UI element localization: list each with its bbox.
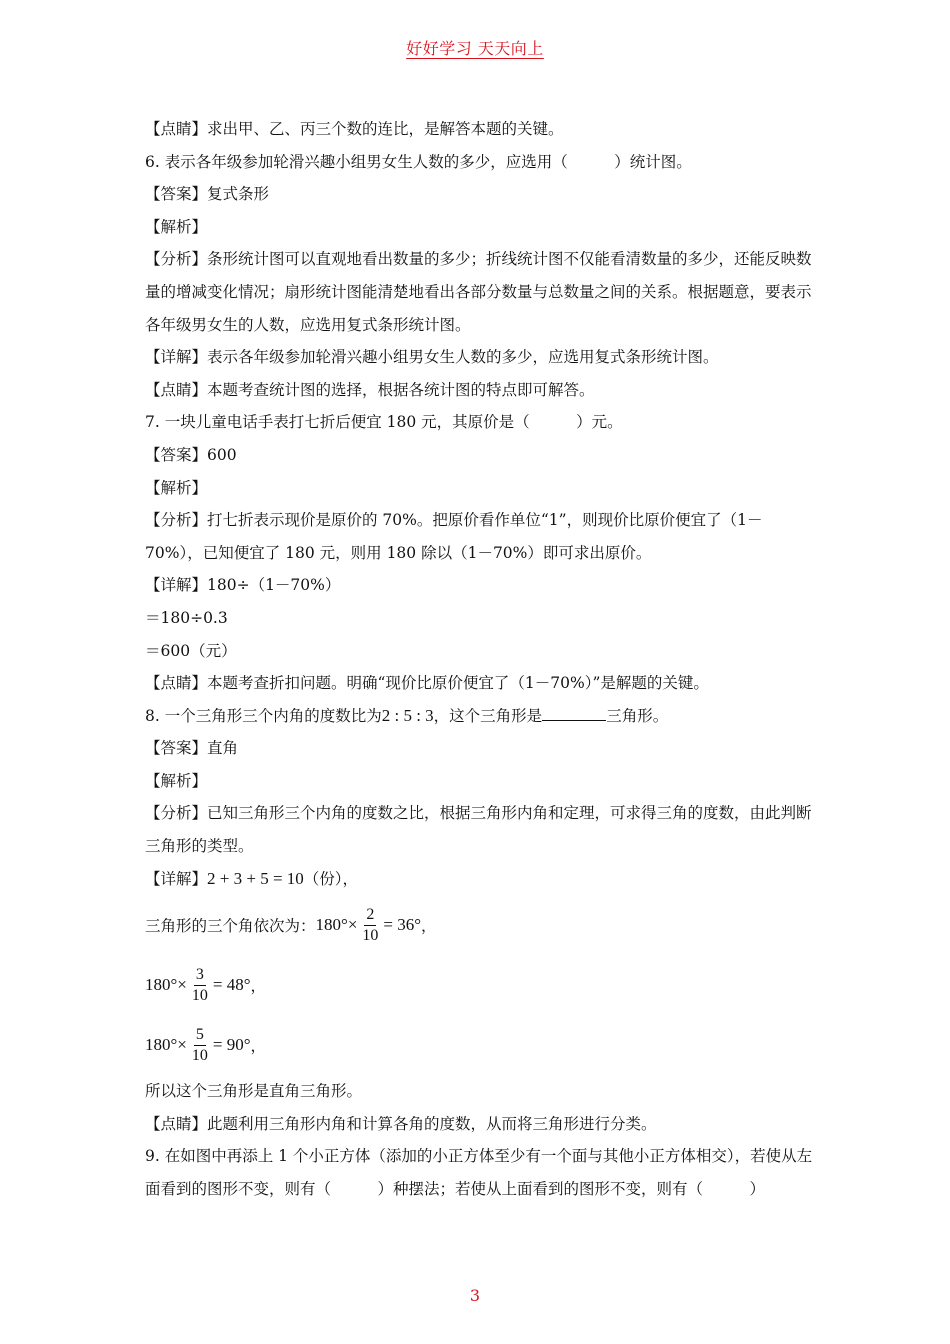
calc-rhs: = 36° xyxy=(383,915,422,935)
q6-answer: 【答案】复式条形 xyxy=(145,185,270,204)
q8-detail xyxy=(145,863,815,896)
q8-answer: 【答案】直角 xyxy=(145,739,239,758)
fraction-numerator: 5 xyxy=(194,1025,206,1046)
q8-detail-label: 【详解】 xyxy=(145,869,208,888)
fraction xyxy=(190,965,210,1006)
calc-rhs: = 48° xyxy=(212,975,251,995)
q8-question xyxy=(145,700,815,733)
q8-point: 【点睛】此题利用三角形内角和计算各角的度数，从而将三角形进行分类。 xyxy=(145,1114,657,1133)
fraction-denominator: 10 xyxy=(191,1046,208,1064)
q6-jiexi: 【解析】 xyxy=(145,217,208,236)
q8-calc-1 xyxy=(316,905,422,946)
q7-point: 【点睛】本题考查折扣问题。明确“现价比原价便宜了（1－70%）”是解题的关键。 xyxy=(145,674,709,693)
q7-analysis: 【分析】打七折表示现价是原价的 70%。把原价看作单位“1”，则现价比原价便宜了（1－70%），已知便宜了 180 元，则用 180 除以（1－70%）即可求出原价。 xyxy=(145,511,763,562)
q8-ratio: 2 : 5 : 3 xyxy=(381,705,434,725)
q8-detail-unit: （份）， xyxy=(303,869,359,888)
q6-point: 【点睛】本题考查统计图的选择，根据各统计图的特点即可解答。 xyxy=(145,380,595,399)
q7-detail: 【详解】180÷（1－70%） xyxy=(145,576,341,595)
q7-answer: 【答案】600 xyxy=(145,445,237,464)
q8-prefix: 8. 一个三角形三个内角的度数比为 xyxy=(145,706,382,725)
calc-lhs: 180°× xyxy=(145,1035,187,1055)
q8-jiexi: 【解析】 xyxy=(145,771,208,790)
q8-calc-3 xyxy=(145,1025,251,1066)
q8-angle-1 xyxy=(145,895,815,955)
q7-question: 7. 一块儿童电话手表打七折后便宜 180 元，其原价是（ ）元。 xyxy=(145,413,623,432)
q5-point: 【点睛】求出甲、乙、丙三个数的连比，是解答本题的关键。 xyxy=(145,120,564,138)
page-number: 3 xyxy=(469,1286,481,1305)
q8-suffix-b: 三角形。 xyxy=(606,706,669,725)
comma: ， xyxy=(250,977,267,996)
calc-lhs: 180°× xyxy=(145,975,187,995)
q8-suffix-a: ，这个三角形是 xyxy=(433,706,543,725)
answer-blank xyxy=(542,706,606,721)
calc-lhs: 180°× xyxy=(315,915,358,935)
fraction-denominator: 10 xyxy=(191,986,208,1004)
fraction-numerator: 2 xyxy=(364,905,376,926)
page-header-title: 好好学习 天天向上 xyxy=(406,39,544,58)
comma: ， xyxy=(421,917,437,936)
q6-analysis: 【分析】条形统计图可以直观地看出数量的多少；折线统计图不仅能看清数量的多少，还能反映数量的增减变化情况；扇形统计图能清楚地看出各部分数量与总数量之间的关系。根据题意，要表示各年级男女生的人数，应选用复式条形统计图。 xyxy=(145,250,812,334)
q8-angles-prefix: 三角形的三个角依次为： xyxy=(145,917,316,936)
comma: ， xyxy=(250,1037,267,1056)
q8-angle-3 xyxy=(145,1015,815,1075)
fraction xyxy=(190,1025,210,1066)
fraction-numerator: 3 xyxy=(194,965,206,986)
document-body xyxy=(145,113,815,1206)
fraction xyxy=(360,905,380,946)
fraction-denominator: 10 xyxy=(362,926,379,944)
q8-analysis: 【分析】已知三角形三个内角的度数之比，根据三角形内角和定理，可求得三角的度数，由此判断三角形的类型。 xyxy=(145,804,812,856)
q8-calc-2 xyxy=(145,965,251,1006)
q7-step-2: ＝600（元） xyxy=(145,641,237,660)
q8-conclusion: 所以这个三角形是直角三角形。 xyxy=(145,1082,363,1101)
q8-detail-math: 2 + 3 + 5 = 10 xyxy=(207,868,304,888)
q7-step-1: ＝180÷0.3 xyxy=(145,608,228,627)
q8-angle-2 xyxy=(145,955,815,1015)
calc-rhs: = 90° xyxy=(212,1035,251,1055)
q6-question: 6. 表示各年级参加轮滑兴趣小组男女生人数的多少，应选用（ ）统计图。 xyxy=(145,152,692,171)
q9-question: 9. 在如图中再添上 1 个小正方体（添加的小正方体至少有一个面与其他小正方体相交），若使从左面看到的图形不变，则有（ ）种摆法；若使从上面看到的图形不变，则有（ ） xyxy=(145,1147,813,1199)
q7-jiexi: 【解析】 xyxy=(145,478,208,497)
q6-detail: 【详解】表示各年级参加轮滑兴趣小组男女生人数的多少，应选用复式条形统计图。 xyxy=(145,348,719,367)
